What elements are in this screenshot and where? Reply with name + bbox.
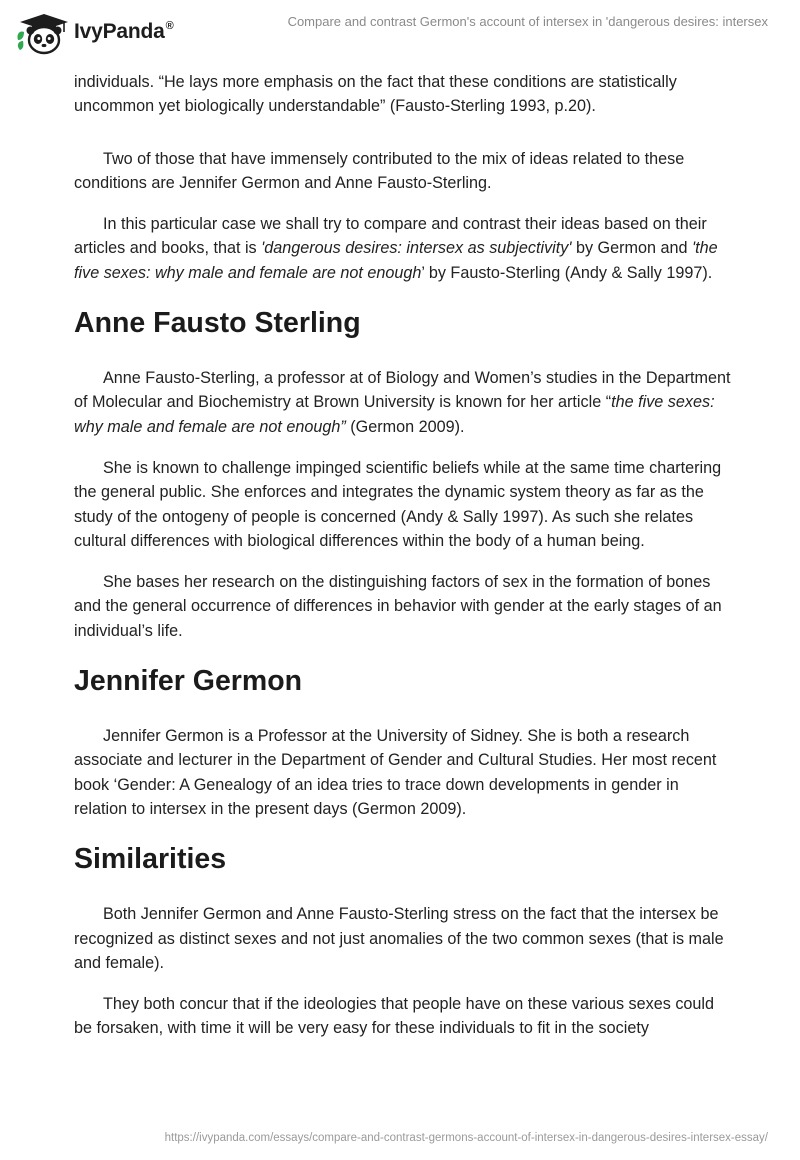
ivypanda-logo[interactable] [14,10,224,56]
article-title-quote: the five sexes: why male and female are not enough” [74,393,715,436]
germon-work-title: 'dangerous desires: intersex as subjectivity' [261,239,572,258]
paragraph-jennifer-intro: Jennifer Germon is a Professor at the University of Sidney. She is both a research associate and lecturer in the Department of Gender and Cultural Studies. Her most recent book ‘Gender: A Genealogy of an idea tries to trace down developments in gender in relation to intersex in the present days (Germon 2009). [74,727,717,818]
panda-graduate-icon [14,10,70,56]
heading-jennifer-germon: Jennifer Germon [74,665,303,698]
document-title: Compare and contrast Germon's account of intersex in 'dangerous desires: intersex [287,14,768,29]
paragraph-anne-beliefs: She is known to challenge impinged scientific beliefs while at the same time chartering the general public. She enforces and integrates the dynamic system theory as far as the study of the ontogeny of people is concerned (Andy & Sally 1997). As such she relates cultural differences with biological differences within the body of a human being. [74,458,722,550]
page-header [0,0,800,66]
logo-wordmark: IvyPanda® [74,20,174,43]
registered-mark: ® [165,20,174,32]
paragraph-anne-intro: Anne Fausto-Sterling, a professor at of Biology and Women’s studies in the Department of Molecular and Biochemistry at Brown University is known for her article “the five sexes: why male and female are not enough” (Germon 2009). [74,369,731,436]
fausto-work-title: 'the five sexes: why male and female are not enough [74,239,718,282]
article-body [74,70,734,1058]
heading-similarities: Similarities [74,843,227,876]
paragraph-contributors: Two of those that have immensely contributed to the mix of ideas related to these conditions are Jennifer Germon and Anne Fausto-Sterling. [74,149,685,192]
paragraph-similarities-2: They both concur that if the ideologies that people have on these various sexes could be forsaken, with time it will be very easy for these individuals to fit in the society [74,995,715,1038]
paragraph-comparison: In this particular case we shall try to compare and contrast their ideas based on their articles and books, that is 'dangerous desires: intersex as subjectivity' by Germon and 'the five sexes: why male and female are not enough’ by Fausto-Sterling (Andy & Sally 1997). [74,215,718,282]
paragraph-continuation: individuals. “He lays more emphasis on the fact that these conditions are statistically uncommon yet biologically understandable” (Fausto-Sterling 1993, p.20). [74,73,677,116]
heading-anne-fausto-sterling: Anne Fausto Sterling [74,307,361,340]
paragraph-anne-research: She bases her research on the distinguishing factors of sex in the formation of bones and the general occurrence of differences in behavior with gender at the early stages of an individual’s life. [74,573,722,640]
source-url[interactable]: https://ivypanda.com/essays/compare-and-contrast-germons-account-of-intersex-in-dangerous-desires-intersex-essay/ [164,1132,768,1144]
paragraph-similarities-1: Both Jennifer Germon and Anne Fausto-Sterling stress on the fact that the intersex be recognized as distinct sexes and not just anomalies of the two common sexes (that is male and female). [74,905,724,972]
